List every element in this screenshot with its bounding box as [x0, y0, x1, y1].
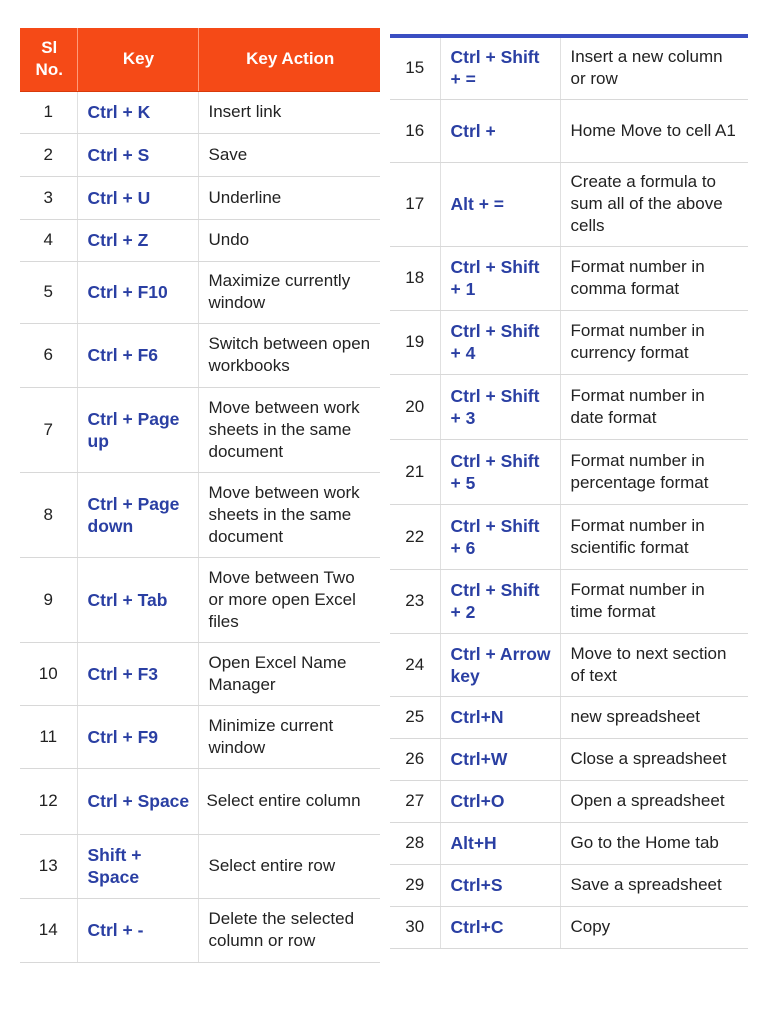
row-action: Format number in percentage format [560, 439, 748, 504]
row-key: Ctrl + S [77, 133, 198, 176]
table-row [390, 569, 748, 633]
row-number: 19 [390, 310, 440, 374]
header-key: Key [77, 28, 198, 91]
table-row [20, 219, 380, 261]
row-action: Save [198, 133, 380, 176]
row-action: Insert a new column or row [560, 36, 748, 99]
row-number: 29 [390, 864, 440, 906]
row-number: 11 [20, 705, 77, 768]
row-number: 5 [20, 261, 77, 323]
row-key: Ctrl + Shift + 2 [440, 569, 560, 633]
row-action: Home Move to cell A1 [560, 99, 748, 162]
row-number: 10 [20, 642, 77, 705]
table-row [390, 780, 748, 822]
row-key: Ctrl + Page up [77, 387, 198, 472]
row-number: 28 [390, 822, 440, 864]
table-row [390, 504, 748, 569]
row-key: Ctrl+W [440, 738, 560, 780]
row-action: Format number in time format [560, 569, 748, 633]
row-number: 22 [390, 504, 440, 569]
row-action: Move to next section of text [560, 633, 748, 696]
row-action: Create a formula to sum all of the above cells [560, 162, 748, 246]
row-key: Alt + = [440, 162, 560, 246]
table-row [20, 472, 380, 557]
row-action: Move between Two or more open Excel files [198, 557, 380, 642]
table-row [20, 705, 380, 768]
row-action: Format number in currency format [560, 310, 748, 374]
header-sl-no: Sl No. [20, 28, 77, 91]
row-key: Ctrl + F10 [77, 261, 198, 323]
row-number: 24 [390, 633, 440, 696]
row-number: 17 [390, 162, 440, 246]
row-key: Ctrl + Shift + 6 [440, 504, 560, 569]
row-key: Shift + Space [77, 834, 198, 898]
row-key: Ctrl + U [77, 176, 198, 219]
table-row [390, 36, 748, 99]
table-row [20, 176, 380, 219]
table-row [390, 99, 748, 162]
row-action: Insert link [198, 91, 380, 133]
table-row [20, 91, 380, 133]
row-number: 3 [20, 176, 77, 219]
row-key: Ctrl + - [77, 898, 198, 962]
row-action: Select entire row [198, 834, 380, 898]
row-action: Format number in scientific format [560, 504, 748, 569]
row-action: Delete the selected column or row [198, 898, 380, 962]
row-key: Ctrl + F9 [77, 705, 198, 768]
row-number: 18 [390, 246, 440, 310]
table-row [390, 906, 748, 948]
row-action: Move between work sheets in the same document [198, 472, 380, 557]
table-row [20, 323, 380, 387]
row-key: Ctrl + Shift + 5 [440, 439, 560, 504]
row-number: 8 [20, 472, 77, 557]
row-key: Ctrl + Page down [77, 472, 198, 557]
row-key: Ctrl + Z [77, 219, 198, 261]
table-row [390, 822, 748, 864]
row-key: Ctrl + F3 [77, 642, 198, 705]
row-action: Close a spreadsheet [560, 738, 748, 780]
row-number: 7 [20, 387, 77, 472]
table-row [20, 642, 380, 705]
row-action: new spreadsheet [560, 696, 748, 738]
row-number: 25 [390, 696, 440, 738]
row-key: Alt+H [440, 822, 560, 864]
row-action: Open Excel Name Manager [198, 642, 380, 705]
table-row [20, 834, 380, 898]
row-action: Move between work sheets in the same document [198, 387, 380, 472]
table-row [390, 246, 748, 310]
row-key: Ctrl+O [440, 780, 560, 822]
table-row [390, 696, 748, 738]
table-row [390, 738, 748, 780]
shortcuts-table-right [390, 34, 748, 949]
row-number: 20 [390, 374, 440, 439]
row-action: Switch between open workbooks [198, 323, 380, 387]
row-number: 9 [20, 557, 77, 642]
row-number: 13 [20, 834, 77, 898]
table-row [390, 864, 748, 906]
row-action: Save a spreadsheet [560, 864, 748, 906]
row-action: Format number in comma format [560, 246, 748, 310]
row-number: 2 [20, 133, 77, 176]
row-number: 27 [390, 780, 440, 822]
table-row [390, 162, 748, 246]
row-key: Ctrl + [440, 99, 560, 162]
row-key: Ctrl + Shift + 3 [440, 374, 560, 439]
row-key: Ctrl+S [440, 864, 560, 906]
shortcuts-table-left [20, 28, 380, 963]
row-number: 4 [20, 219, 77, 261]
table-row [20, 387, 380, 472]
row-key: Ctrl + Shift + 4 [440, 310, 560, 374]
row-number: 16 [390, 99, 440, 162]
table-row [20, 768, 380, 834]
table-row [390, 374, 748, 439]
row-key: Ctrl + Arrow key [440, 633, 560, 696]
row-action: Format number in date format [560, 374, 748, 439]
row-action: Copy [560, 906, 748, 948]
table-row [20, 898, 380, 962]
row-action: Undo [198, 219, 380, 261]
row-key: Ctrl + F6 [77, 323, 198, 387]
row-action: Select entire column [198, 768, 380, 834]
table-row [20, 133, 380, 176]
row-key: Ctrl + Space [77, 768, 198, 834]
row-number: 26 [390, 738, 440, 780]
table-row [20, 261, 380, 323]
row-number: 14 [20, 898, 77, 962]
table-row [390, 310, 748, 374]
row-action: Minimize current window [198, 705, 380, 768]
row-action: Go to the Home tab [560, 822, 748, 864]
row-key: Ctrl + Shift + 1 [440, 246, 560, 310]
table-header-row [20, 28, 380, 91]
header-key-action: Key Action [198, 28, 380, 91]
row-key: Ctrl+C [440, 906, 560, 948]
row-action: Open a spreadsheet [560, 780, 748, 822]
table-row [20, 557, 380, 642]
row-action: Underline [198, 176, 380, 219]
row-key: Ctrl + K [77, 91, 198, 133]
row-number: 12 [20, 768, 77, 834]
row-number: 23 [390, 569, 440, 633]
row-key: Ctrl + Tab [77, 557, 198, 642]
row-number: 15 [390, 36, 440, 99]
row-number: 30 [390, 906, 440, 948]
row-action: Maximize currently window [198, 261, 380, 323]
row-key: Ctrl + Shift + = [440, 36, 560, 99]
row-key: Ctrl+N [440, 696, 560, 738]
table-row [390, 633, 748, 696]
row-number: 21 [390, 439, 440, 504]
row-number: 6 [20, 323, 77, 387]
table-row [390, 439, 748, 504]
row-number: 1 [20, 91, 77, 133]
